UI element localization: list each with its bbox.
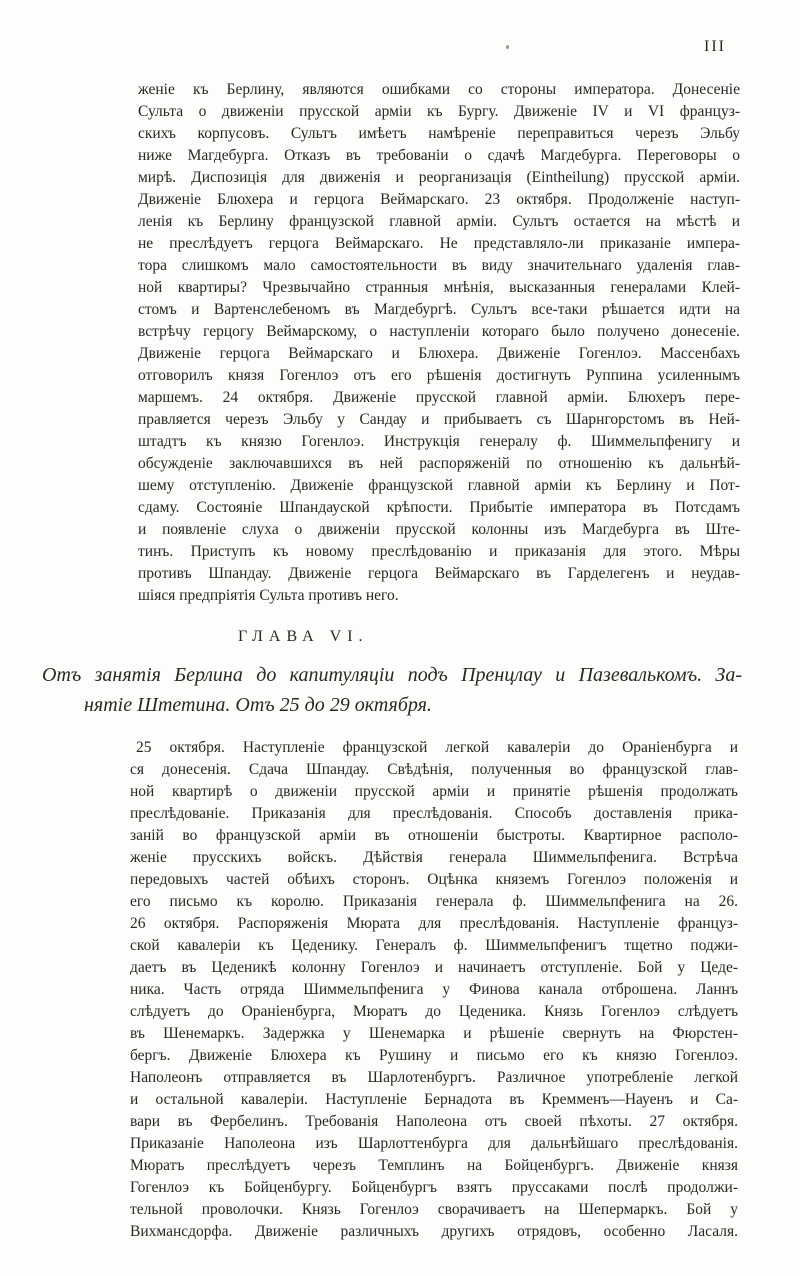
text-line: ниже Магдебурга. Отказъ въ требованіи о сдачѣ Магдебурга. Переговоры о	[138, 147, 740, 164]
text-line: шіяся предпріятія Сульта противъ него.	[138, 587, 399, 604]
text-line: 26 октября. Распоряженія Мюрата для преслѣдованія. Наступленіе француз-	[130, 915, 738, 932]
text-line: его письмо къ королю. Приказанія генерала ф. Шиммельпфенига на 26.	[130, 893, 738, 910]
text-line: ной квартирѣ о движеніи прусской арміи и принятіе рѣшенія продолжать	[130, 783, 738, 800]
text-line: преслѣдованіе. Приказанія для преслѣдованія. Способъ доставленія прика-	[130, 805, 738, 822]
text-line: сдаму. Состояніе Шпандауской крѣпости. Прибытіе императора въ Потсдамъ	[138, 499, 740, 516]
text-line: Движеніе Блюхера и герцога Веймарскаго. 23 октября. Продолженіе наступ-	[138, 191, 740, 208]
text-line: правляется черезъ Эльбу у Сандау и прибываетъ съ Шарнгорстомъ въ Ней-	[138, 411, 740, 428]
text-line: ной квартиры? Чрезвычайно странныя мнѣнія, высказанныя генералами Клей-	[138, 279, 740, 296]
text-line: заній во французской арміи въ отношеніи быстроты. Квартирное располо-	[130, 827, 738, 844]
text-line: даетъ въ Цеденикѣ колонну Гогенлоэ и начинаетъ отступленіе. Бой у Цеде-	[130, 959, 738, 976]
text-line: ленія къ Берлину французской главной арміи. Сультъ остается на мѣстѣ и	[138, 213, 740, 230]
chapter6-summary	[130, 737, 738, 1243]
text-line: женіе къ Берлину, являются ошибками со стороны императора. Донесеніе	[138, 81, 740, 98]
text-line: скихъ корпусовъ. Сультъ имѣетъ намѣреніе переправиться черезъ Эльбу	[138, 125, 740, 142]
chapter5-summary-continuation	[138, 79, 740, 607]
text-line: встрѣчу герцогу Веймарскому, о наступленіи котораго было получено донесеніе.	[138, 323, 740, 340]
text-line: 25 октября. Наступленіе французской легкой кавалеріи до Ораніенбурга и	[136, 739, 738, 756]
text-line: слѣдуетъ до Ораніенбурга, Мюратъ до Цеденика. Князь Гогенлоэ слѣдуетъ	[130, 1003, 738, 1020]
text-line: вари въ Фербелинъ. Требованія Наполеона отъ своей пѣхоты. 27 октября.	[130, 1113, 738, 1130]
text-line: обсужденіе заключавшихся въ ней распоряженій по отношенію къ дальнѣй-	[138, 455, 740, 472]
text-line: Гогенлоэ къ Бойценбургу. Бойценбургъ взятъ пруссаками послѣ продолжи-	[130, 1179, 738, 1196]
text-line: и остальной кавалеріи. Наступленіе Бернадота въ Кремменъ—Науенъ и Са-	[130, 1091, 738, 1108]
text-line: противъ Шпандау. Движеніе герцога Веймарскаго въ Гарделегенъ и неудав-	[138, 565, 740, 582]
text-line: тора слишкомъ мало самостоятельности въ виду значительнаго удаленія глав-	[138, 257, 740, 274]
text-line: тинъ. Приступъ къ новому преслѣдованію и приказанія для этого. Мѣры	[138, 543, 740, 560]
chapter-subtitle	[42, 660, 742, 720]
text-line: и появленіе слуха о движеніи прусской колонны изъ Магдебурга въ Ште-	[138, 521, 740, 538]
text-line: ся донесенія. Сдача Шпандау. Свѣдѣнія, полученныя во французской глав-	[130, 761, 738, 778]
text-line: женіе прусскихъ войскъ. Дѣйствія генерала Шиммельпфенига. Встрѣча	[130, 849, 738, 866]
text-line: Приказаніе Наполеона изъ Шарлоттенбурга для дальнѣйшаго преслѣдованія.	[130, 1135, 738, 1152]
text-line: тельной проволочки. Князь Гогенлоэ сворачиваетъ на Шепермаркъ. Бой у	[130, 1201, 738, 1218]
text-line: ника. Часть отряда Шиммельпфенига у Финова канала отброшена. Ланнъ	[130, 981, 738, 998]
text-line: отговорилъ князя Гогенлоэ отъ его рѣшенія достигнуть Руппина усиленнымъ	[138, 367, 740, 384]
text-line: Сульта о движеніи прусской арміи къ Бургу. Движеніе IV и VI француз-	[138, 103, 740, 120]
text-line: штадтъ къ князю Гогенлоэ. Инструкція генералу ф. Шиммельпфенигу и	[138, 433, 740, 450]
text-line: бергъ. Движеніе Блюхера къ Рушину и письмо его къ князю Гогенлоэ.	[130, 1047, 738, 1064]
text-line: Вихмансдорфа. Движеніе различныхъ другихъ отрядовъ, особенно Ласаля.	[130, 1223, 738, 1240]
text-line: Наполеонъ отправляется въ Шарлотенбургъ. Различное употребленіе легкой	[130, 1069, 738, 1086]
page-number: III	[704, 38, 726, 55]
text-line: нятіе Штетина. Отъ 25 до 29 октября.	[84, 694, 432, 716]
text-line: шему отступленію. Движеніе французской главной арміи къ Берлину и Пот-	[138, 477, 740, 494]
text-line: мирѣ. Диспозиція для движенія и реорганизація (Eintheilung) прусской арміи.	[138, 169, 740, 186]
chapter-heading: ГЛАВА VI.	[238, 628, 369, 645]
text-line: стомъ и Вартенслебеномъ въ Магдебургѣ. Сультъ все-таки рѣшается идти на	[138, 301, 740, 318]
text-line: маршемъ. 24 октября. Движеніе прусской главной арміи. Блюхеръ пере-	[138, 389, 740, 406]
text-line: въ Шенемаркъ. Задержка у Шенемарка и рѣшеніе свернуть на Фюрстен-	[130, 1025, 738, 1042]
text-line: Отъ занятія Берлина до капитуляціи подъ Пренцлау и Пазевалькомъ. За-	[42, 664, 742, 686]
scan-speck	[506, 45, 509, 49]
text-line: передовыхъ частей обѣихъ сторонъ. Оцѣнка княземъ Гогенлоэ положенія и	[130, 871, 738, 888]
text-line: не преслѣдуетъ герцога Веймарскаго. Не представляло-ли приказаніе импера-	[138, 235, 740, 252]
text-line: Движеніе герцога Веймарскаго и Блюхера. Движеніе Гогенлоэ. Массенбахъ	[138, 345, 740, 362]
text-line: ской кавалеріи къ Цеденику. Генералъ ф. Шиммельпфенигъ тщетно поджи-	[130, 937, 738, 954]
text-line: Мюратъ преслѣдуетъ черезъ Темплинъ на Бойценбургъ. Движеніе князя	[130, 1157, 738, 1174]
